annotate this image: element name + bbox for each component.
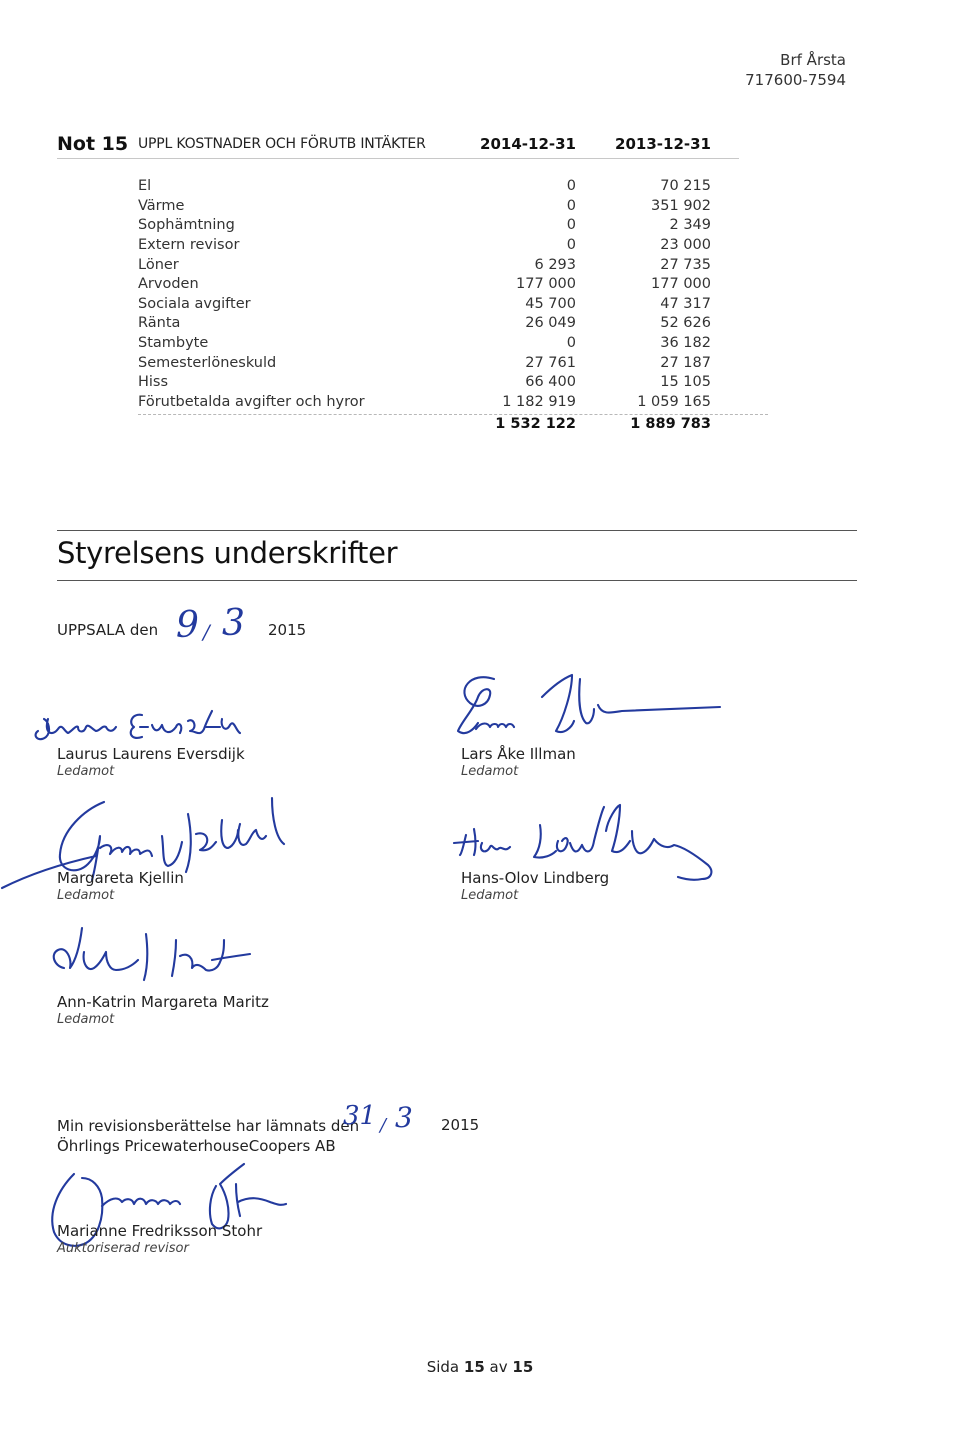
auditor-role: Auktoriserad revisor — [57, 1241, 189, 1256]
row-value-previous: 1 059 165 — [637, 394, 711, 411]
table-row — [138, 197, 716, 217]
table-row — [138, 216, 716, 236]
header-divider — [57, 158, 739, 159]
row-value-current: 0 — [566, 236, 576, 253]
row-value-previous: 351 902 — [651, 197, 711, 214]
row-value-previous: 47 317 — [660, 295, 711, 312]
organization-header — [745, 50, 846, 90]
table-row — [138, 354, 716, 374]
auditor-date-month: 3 — [395, 1101, 413, 1134]
organization-name: Brf Årsta — [780, 51, 846, 69]
signer-name-maritz: Ann-Katrin Margareta Maritz — [57, 993, 269, 1011]
footer-page: 15 — [463, 1358, 485, 1376]
row-label: Hiss — [138, 374, 169, 391]
row-value-previous: 177 000 — [651, 276, 711, 293]
footer-total: 15 — [512, 1358, 534, 1376]
column-header-current: 2014-12-31 — [480, 135, 576, 153]
row-value-current: 0 — [566, 217, 576, 234]
signer-role-eversdijk: Ledamot — [57, 764, 115, 779]
column-header-previous: 2013-12-31 — [615, 135, 711, 153]
signer-role-lindberg: Ledamot — [461, 888, 519, 903]
handwritten-date-separator: / — [203, 620, 210, 644]
row-value-current: 26 049 — [525, 315, 576, 332]
signer-name-lindberg: Hans-Olov Lindberg — [461, 869, 610, 887]
table-row — [138, 373, 716, 393]
row-label: Förutbetalda avgifter och hyror — [138, 394, 365, 411]
organization-number: 717600-7594 — [745, 71, 846, 89]
row-value-previous: 2 349 — [669, 217, 711, 234]
row-value-previous: 15 105 — [660, 374, 711, 391]
note-label: Not 15 — [57, 133, 129, 155]
auditor-firm: Öhrlings PricewaterhouseCoopers AB — [57, 1137, 336, 1155]
row-value-previous: 27 187 — [660, 354, 711, 371]
row-label: Extern revisor — [138, 236, 240, 253]
row-value-previous: 70 215 — [660, 178, 711, 194]
row-label: Ränta — [138, 315, 181, 332]
section-title: Styrelsens underskrifter — [57, 536, 398, 570]
row-value-current: 0 — [566, 178, 576, 194]
row-value-previous: 27 735 — [660, 256, 711, 273]
table-row — [138, 314, 716, 334]
row-label: Semesterlöneskuld — [138, 354, 277, 371]
table-row — [138, 334, 716, 354]
total-previous: 1 889 783 — [630, 416, 711, 432]
signer-role-illman: Ledamot — [461, 764, 519, 779]
signing-place: UPPSALA den — [57, 621, 159, 639]
row-value-current: 0 — [566, 335, 576, 352]
table-row — [138, 236, 716, 256]
section-divider-bottom — [57, 580, 857, 581]
signer-role-kjellin: Ledamot — [57, 888, 115, 903]
row-value-current: 66 400 — [525, 374, 576, 391]
signer-name-eversdijk: Laurus Laurens Eversdijk — [57, 745, 245, 763]
table-row — [138, 256, 716, 276]
signing-year: 2015 — [268, 621, 307, 639]
auditor-statement: Min revisionsberättelse har lämnats den — [57, 1117, 360, 1135]
row-label: Sociala avgifter — [138, 295, 251, 312]
signer-name-kjellin: Margareta Kjellin — [57, 869, 184, 887]
row-label: Värme — [138, 197, 185, 214]
footer-prefix: Sida — [426, 1358, 460, 1376]
table-row — [138, 275, 716, 295]
footer-middle: av — [489, 1358, 508, 1376]
note-heading: UPPL KOSTNADER OCH FÖRUTB INTÄKTER — [138, 136, 426, 152]
row-value-current: 1 182 919 — [502, 394, 576, 411]
table-row — [138, 295, 716, 315]
handwritten-date-month: 3 — [222, 603, 245, 644]
row-value-current: 177 000 — [516, 276, 576, 293]
auditor-name: Marianne Fredriksson Stohr — [57, 1222, 263, 1240]
row-label: Arvoden — [138, 276, 199, 293]
signer-role-maritz: Ledamot — [57, 1012, 115, 1027]
row-value-previous: 36 182 — [660, 335, 711, 352]
auditor-year: 2015 — [441, 1116, 480, 1134]
total-current: 1 532 122 — [495, 416, 576, 432]
row-value-current: 45 700 — [525, 295, 576, 312]
row-value-previous: 23 000 — [660, 236, 711, 253]
auditor-date-separator: / — [380, 1115, 387, 1136]
section-divider-top — [57, 530, 857, 531]
row-value-current: 6 293 — [534, 256, 576, 273]
row-label: Sophämtning — [138, 217, 235, 234]
table-row — [138, 177, 716, 197]
row-value-current: 0 — [566, 197, 576, 214]
row-value-previous: 52 626 — [660, 315, 711, 332]
row-value-current: 27 761 — [525, 354, 576, 371]
page-footer — [0, 1358, 960, 1376]
total-row — [138, 414, 716, 434]
row-label: El — [138, 178, 152, 194]
auditor-date-day: 31 — [343, 1101, 377, 1131]
signature-maritz — [40, 910, 270, 990]
signature-kjellin — [0, 790, 300, 910]
row-label: Stambyte — [138, 335, 209, 352]
signer-name-illman: Lars Åke Illman — [461, 745, 576, 763]
table-row — [138, 393, 716, 413]
signature-illman — [448, 665, 728, 745]
note-table — [138, 177, 716, 413]
handwritten-date-day: 9 — [176, 605, 199, 646]
row-label: Löner — [138, 256, 179, 273]
